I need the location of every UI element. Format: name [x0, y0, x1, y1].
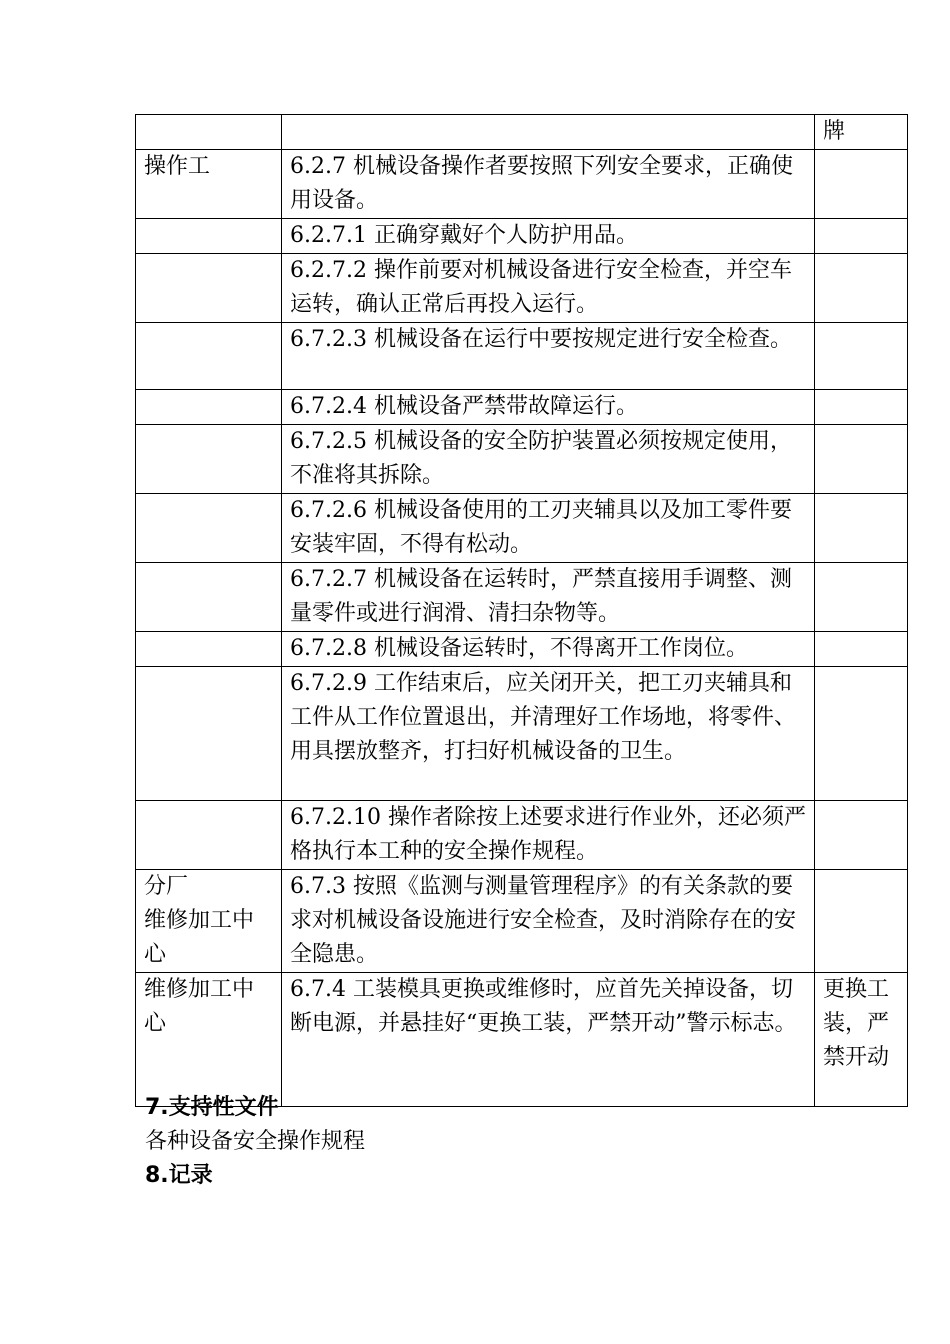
requirement-cell: 6.7.2.3 机械设备在运行中要按规定进行安全检查。 — [282, 323, 815, 390]
table-row — [136, 254, 908, 323]
note-cell — [815, 632, 908, 667]
table-row — [136, 390, 908, 425]
note-cell — [815, 870, 908, 973]
requirement-cell — [282, 115, 815, 150]
requirement-cell: 6.7.4 工装模具更换或维修时，应首先关掉设备，切断电源，并悬挂好“更换工装，严禁开动”警示标志。 — [282, 973, 815, 1107]
requirement-cell: 6.7.2.7 机械设备在运转时，严禁直接用手调整、测量零件或进行润滑、清扫杂物等。 — [282, 563, 815, 632]
table-row — [136, 632, 908, 667]
table-row — [136, 115, 908, 150]
note-cell — [815, 494, 908, 563]
responsible-cell: 维修加工中心 — [136, 973, 282, 1107]
section-7-body: 各种设备安全操作规程 — [145, 1129, 366, 1154]
requirement-cell: 6.7.3 按照《监测与测量管理程序》的有关条款的要求对机械设备设施进行安全检查，及时消除存在的安全隐患。 — [282, 870, 815, 973]
note-cell — [815, 801, 908, 870]
responsible-cell — [136, 390, 282, 425]
table-row — [136, 323, 908, 390]
safety-requirements-table — [135, 114, 908, 1107]
requirement-cell: 6.7.2.6 机械设备使用的工刃夹辅具以及加工零件要安装牢固，不得有松动。 — [282, 494, 815, 563]
table-row — [136, 494, 908, 563]
note-cell — [815, 390, 908, 425]
responsible-cell — [136, 115, 282, 150]
note-cell — [815, 254, 908, 323]
table-row — [136, 973, 908, 1107]
responsible-cell — [136, 219, 282, 254]
requirement-cell: 6.7.2.8 机械设备运转时，不得离开工作岗位。 — [282, 632, 815, 667]
note-cell — [815, 563, 908, 632]
section-8-heading: 8.记录 — [145, 1163, 213, 1188]
table-row — [136, 870, 908, 973]
table-row — [136, 667, 908, 801]
responsible-cell — [136, 494, 282, 563]
responsible-cell — [136, 667, 282, 801]
requirement-cell: 6.2.7.1 正确穿戴好个人防护用品。 — [282, 219, 815, 254]
responsible-cell: 操作工 — [136, 150, 282, 219]
responsible-cell — [136, 632, 282, 667]
note-cell: 牌 — [815, 115, 908, 150]
table-row — [136, 425, 908, 494]
responsible-cell — [136, 254, 282, 323]
note-cell — [815, 150, 908, 219]
note-cell — [815, 667, 908, 801]
responsible-cell — [136, 801, 282, 870]
note-cell — [815, 219, 908, 254]
responsible-cell: 分厂 维修加工中心 — [136, 870, 282, 973]
note-cell: 更换工装，严禁开动 — [815, 973, 908, 1107]
requirement-cell: 6.2.7.2 操作前要对机械设备进行安全检查，并空车运转，确认正常后再投入运行。 — [282, 254, 815, 323]
responsible-cell — [136, 323, 282, 390]
requirement-cell: 6.7.2.5 机械设备的安全防护装置必须按规定使用，不准将其拆除。 — [282, 425, 815, 494]
note-cell — [815, 425, 908, 494]
table-row — [136, 563, 908, 632]
table-row — [136, 801, 908, 870]
responsible-cell — [136, 563, 282, 632]
section-7-heading: 7.支持性文件 — [145, 1095, 279, 1120]
table-row — [136, 219, 908, 254]
requirement-cell: 6.7.2.4 机械设备严禁带故障运行。 — [282, 390, 815, 425]
requirement-cell: 6.7.2.9 工作结束后，应关闭开关，把工刃夹辅具和工件从工作位置退出，并清理好工作场地，将零件、用具摆放整齐，打扫好机械设备的卫生。 — [282, 667, 815, 801]
note-cell — [815, 323, 908, 390]
table-row — [136, 150, 908, 219]
requirement-cell: 6.7.2.10 操作者除按上述要求进行作业外，还必须严格执行本工种的安全操作规程。 — [282, 801, 815, 870]
requirement-cell: 6.2.7 机械设备操作者要按照下列安全要求，正确使用设备。 — [282, 150, 815, 219]
responsible-cell — [136, 425, 282, 494]
